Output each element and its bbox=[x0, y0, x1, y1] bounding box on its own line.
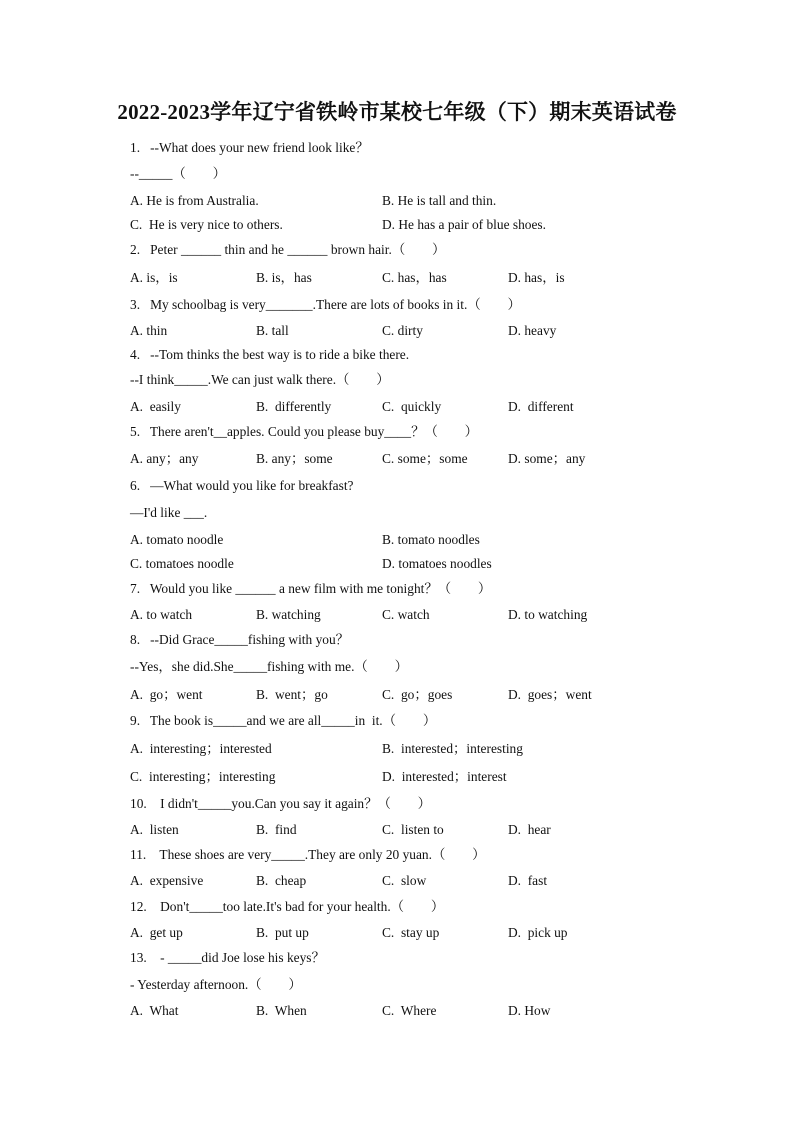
question-12-option-a[interactable]: A. get up bbox=[130, 925, 183, 940]
question-11-option-d[interactable]: D. fast bbox=[508, 873, 548, 888]
question-9-stem: 9. The book is_____and we are all_____in it.（ ） bbox=[130, 713, 437, 728]
question-9-option-d[interactable]: D. interested；interest bbox=[382, 769, 507, 784]
question-2-option-a[interactable]: A. is，is bbox=[130, 270, 178, 285]
question-1-option-d[interactable]: D. He has a pair of blue shoes. bbox=[382, 217, 546, 232]
question-13-option-c[interactable]: C. Where bbox=[382, 1003, 437, 1018]
question-3-option-c[interactable]: C. dirty bbox=[382, 323, 423, 338]
question-8-option-a[interactable]: A. go；went bbox=[130, 687, 203, 702]
question-12-stem: 12. Don't_____too late.It's bad for your health.（ ） bbox=[130, 899, 445, 914]
question-8-response: --Yes，she did.She_____fishing with me.（ ） bbox=[130, 659, 408, 674]
question-11-stem: 11. These shoes are very_____.They are only 20 yuan.（ ） bbox=[130, 847, 486, 862]
question-3-option-a[interactable]: A. thin bbox=[130, 323, 168, 338]
question-3-option-b[interactable]: B. tall bbox=[256, 323, 289, 338]
question-9-option-c[interactable]: C. interesting；interesting bbox=[130, 769, 276, 784]
question-7-option-c[interactable]: C. watch bbox=[382, 607, 430, 622]
question-13-option-a[interactable]: A. What bbox=[130, 1003, 179, 1018]
question-13-option-b[interactable]: B. When bbox=[256, 1003, 307, 1018]
question-9-option-a[interactable]: A. interesting；interested bbox=[130, 741, 272, 756]
question-6-option-d[interactable]: D. tomatoes noodles bbox=[382, 556, 492, 571]
question-7-option-d[interactable]: D. to watching bbox=[508, 607, 588, 622]
question-11-option-b[interactable]: B. cheap bbox=[256, 873, 307, 888]
question-1-response: --_____（ ） bbox=[130, 166, 226, 181]
question-7-option-b[interactable]: B. watching bbox=[256, 607, 321, 622]
question-7-option-a[interactable]: A. to watch bbox=[130, 607, 193, 622]
question-5-stem: 5. There aren't__apples. Could you please buy____？（ ） bbox=[130, 424, 479, 439]
question-10-option-a[interactable]: A. listen bbox=[130, 822, 179, 837]
question-12-option-b[interactable]: B. put up bbox=[256, 925, 309, 940]
page-title: 2022-2023学年辽宁省铁岭市某校七年级（下）期末英语试卷 bbox=[117, 100, 677, 124]
question-6-stem: 6. —What would you like for breakfast? bbox=[130, 478, 354, 493]
question-13-response: - Yesterday afternoon.（ ） bbox=[130, 977, 302, 992]
question-2-option-c[interactable]: C. has，has bbox=[382, 270, 447, 285]
question-8-stem: 8. --Did Grace_____fishing with you？ bbox=[130, 632, 350, 647]
question-4-option-b[interactable]: B. differently bbox=[256, 399, 332, 414]
question-5-option-a[interactable]: A. any；any bbox=[130, 451, 199, 466]
question-4-option-c[interactable]: C. quickly bbox=[382, 399, 442, 414]
question-13-stem: 13. - _____did Joe lose his keys？ bbox=[130, 950, 325, 965]
question-9-option-b[interactable]: B. interested；interesting bbox=[382, 741, 523, 756]
question-8-option-d[interactable]: D. goes；went bbox=[508, 687, 592, 702]
question-11-option-c[interactable]: C. slow bbox=[382, 873, 427, 888]
question-1-option-a[interactable]: A. He is from Australia. bbox=[130, 193, 259, 208]
question-10-stem: 10. I didn't_____you.Can you say it again？（ ） bbox=[130, 796, 432, 811]
question-1-stem: 1. --What does your new friend look like？ bbox=[130, 140, 369, 155]
question-6-option-b[interactable]: B. tomato noodles bbox=[382, 532, 480, 547]
question-2-option-b[interactable]: B. is，has bbox=[256, 270, 312, 285]
question-3-option-d[interactable]: D. heavy bbox=[508, 323, 557, 338]
question-5-option-b[interactable]: B. any；some bbox=[256, 451, 333, 466]
question-2-stem: 2. Peter ______ thin and he ______ brown hair.（ ） bbox=[130, 242, 446, 257]
question-12-option-c[interactable]: C. stay up bbox=[382, 925, 440, 940]
question-3-stem: 3. My schoolbag is very_______.There are lots of books in it.（ ） bbox=[130, 297, 521, 312]
question-2-option-d[interactable]: D. has，is bbox=[508, 270, 565, 285]
question-4-option-d[interactable]: D. different bbox=[508, 399, 574, 414]
question-10-option-d[interactable]: D. hear bbox=[508, 822, 551, 837]
question-8-option-c[interactable]: C. go；goes bbox=[382, 687, 453, 702]
question-10-option-c[interactable]: C. listen to bbox=[382, 822, 444, 837]
question-10-option-b[interactable]: B. find bbox=[256, 822, 297, 837]
question-6-option-a[interactable]: A. tomato noodle bbox=[130, 532, 224, 547]
question-8-option-b[interactable]: B. went；go bbox=[256, 687, 328, 702]
question-1-option-c[interactable]: C. He is very nice to others. bbox=[130, 217, 283, 232]
question-7-stem: 7. Would you like ______ a new film with me tonight？（ ） bbox=[130, 581, 492, 596]
question-1-option-b[interactable]: B. He is tall and thin. bbox=[382, 193, 497, 208]
question-5-option-c[interactable]: C. some；some bbox=[382, 451, 468, 466]
question-13-option-d[interactable]: D. How bbox=[508, 1003, 551, 1018]
question-11-option-a[interactable]: A. expensive bbox=[130, 873, 204, 888]
question-6-option-c[interactable]: C. tomatoes noodle bbox=[130, 556, 234, 571]
question-4-response: --I think_____.We can just walk there.（ ） bbox=[130, 372, 390, 387]
question-6-response: —I'd like ___. bbox=[130, 505, 208, 520]
question-4-option-a[interactable]: A. easily bbox=[130, 399, 181, 414]
question-4-stem: 4. --Tom thinks the best way is to ride a bike there. bbox=[130, 347, 410, 362]
question-5-option-d[interactable]: D. some；any bbox=[508, 451, 586, 466]
question-12-option-d[interactable]: D. pick up bbox=[508, 925, 568, 940]
